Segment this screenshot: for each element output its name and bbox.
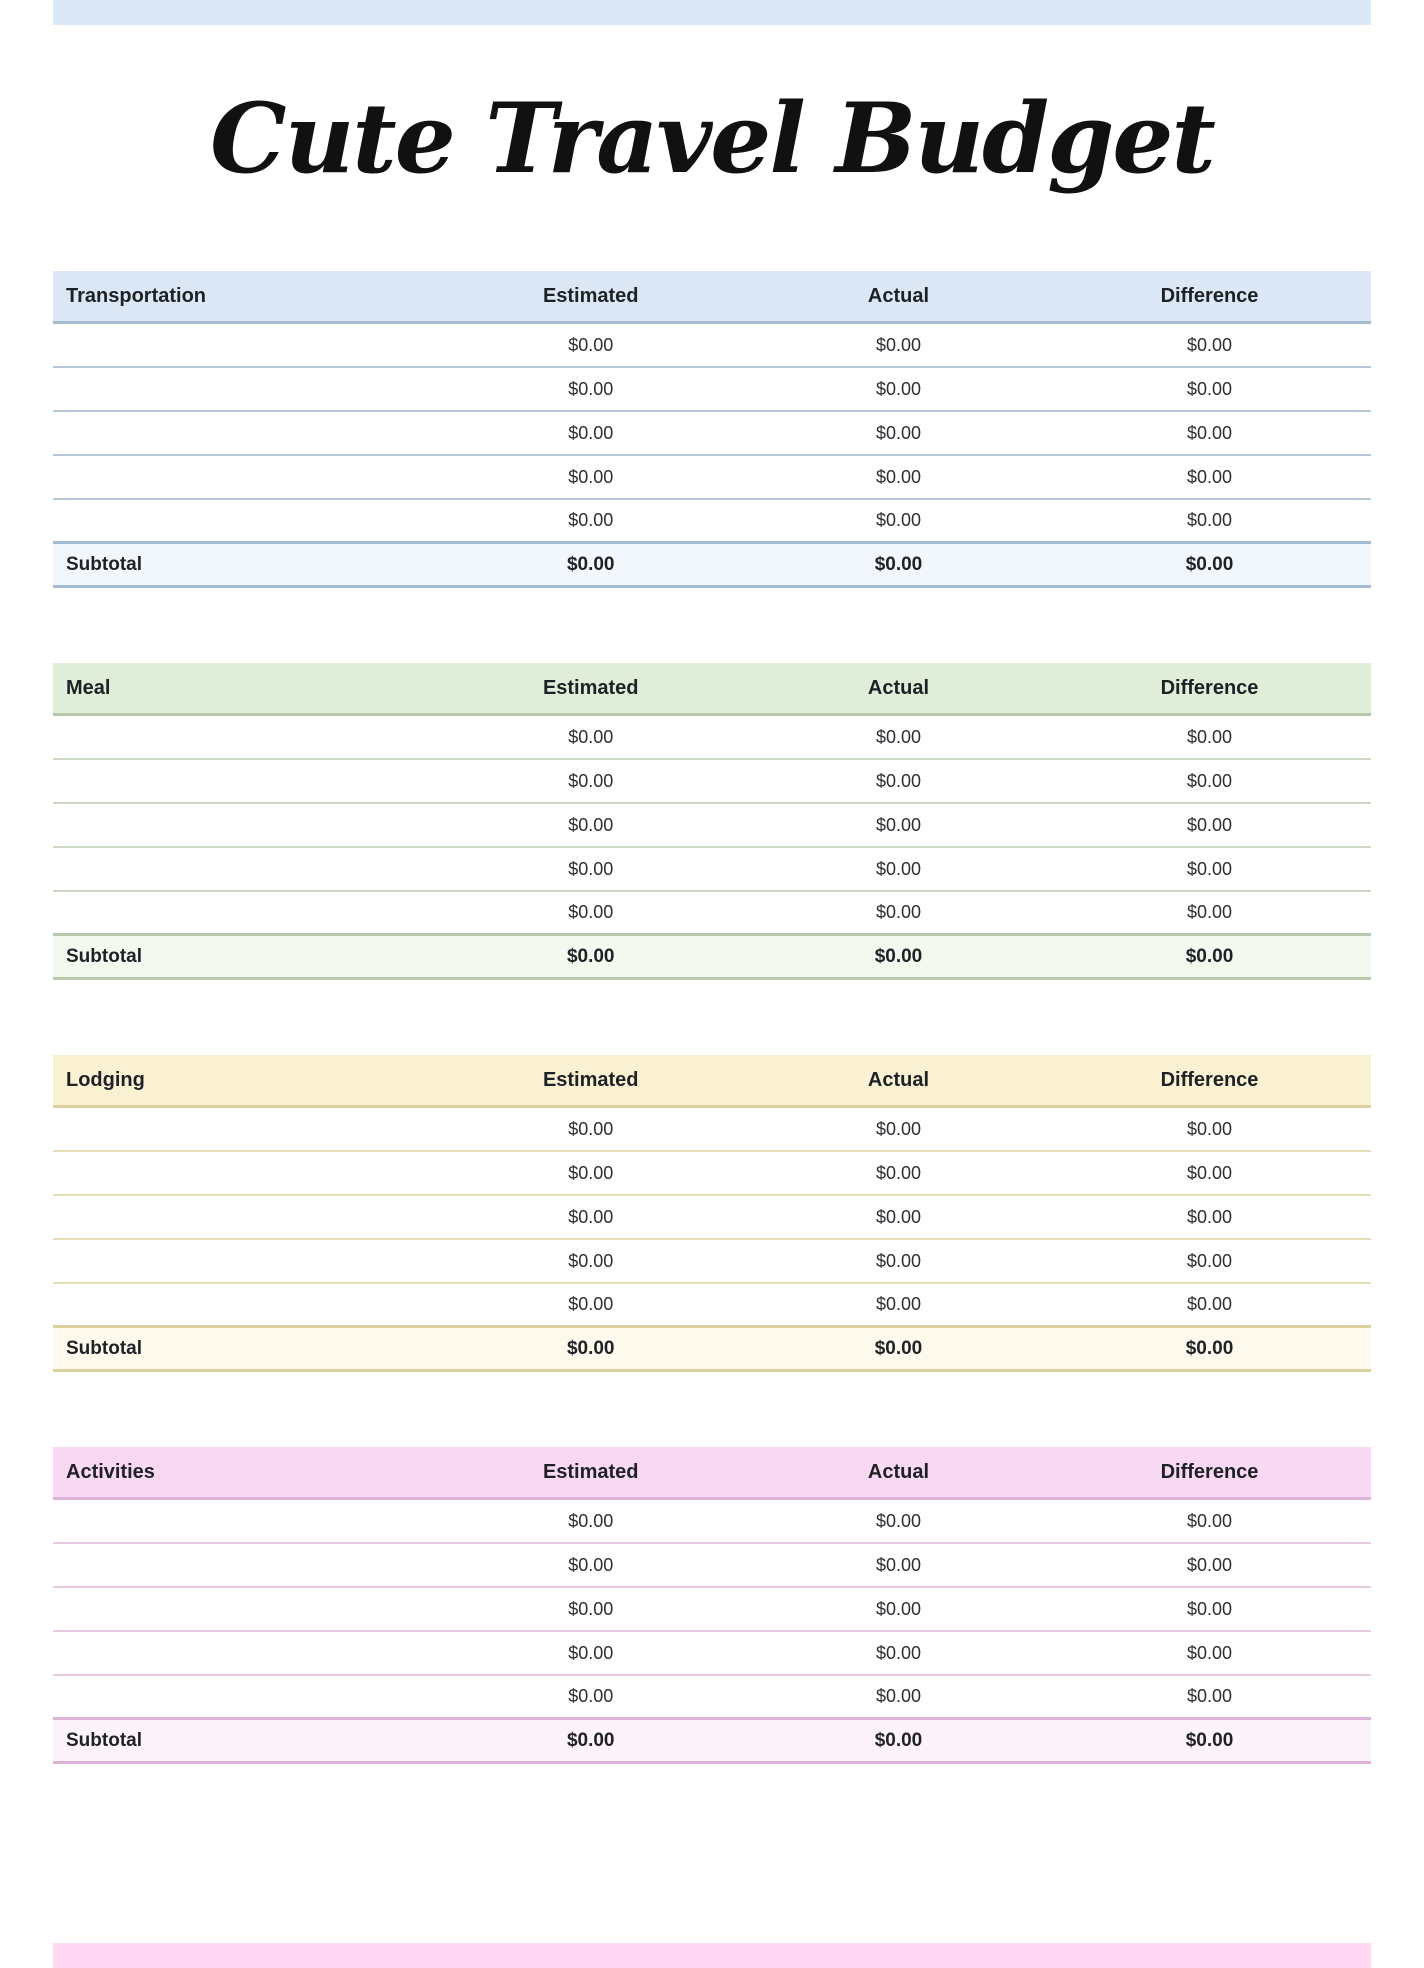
top-accent-strip: [53, 0, 1371, 25]
difference-value-cell[interactable]: $0.00: [1186, 1118, 1233, 1139]
actual-value-cell[interactable]: $0.00: [875, 334, 921, 355]
section-title-meal: Meal: [66, 676, 111, 699]
budget-section-transportation: [53, 271, 1371, 588]
actual-value-cell[interactable]: $0.00: [875, 1598, 921, 1619]
estimated-value-cell[interactable]: $0.00: [568, 858, 614, 879]
actual-value-cell[interactable]: $0.00: [875, 422, 921, 443]
estimated-value-cell[interactable]: $0.00: [568, 466, 614, 487]
estimated-value-cell[interactable]: $0.00: [568, 814, 614, 835]
estimated-value-cell[interactable]: $0.00: [568, 334, 614, 355]
difference-value-cell[interactable]: $0.00: [1186, 1642, 1233, 1663]
difference-value-cell[interactable]: $0.00: [1186, 726, 1233, 747]
table-row: [53, 848, 1371, 892]
subtotal-estimated-cell[interactable]: $0.00: [566, 1337, 615, 1359]
subtotal-label: Subtotal: [66, 945, 142, 967]
table-row: [53, 500, 1371, 544]
estimated-value-cell[interactable]: $0.00: [568, 1294, 614, 1314]
subtotal-actual-cell[interactable]: $0.00: [874, 553, 923, 575]
subtotal-difference-cell[interactable]: $0.00: [1185, 945, 1234, 967]
subtotal-difference-cell[interactable]: $0.00: [1185, 553, 1234, 575]
table-row: [53, 1196, 1371, 1240]
estimated-value-cell[interactable]: $0.00: [568, 1642, 614, 1663]
subtotal-actual-cell[interactable]: $0.00: [874, 945, 923, 967]
subtotal-actual-cell[interactable]: $0.00: [874, 1337, 923, 1359]
subtotal-row-activities: [53, 1720, 1371, 1764]
column-header-difference: Difference: [1160, 676, 1259, 699]
actual-value-cell[interactable]: $0.00: [875, 378, 921, 399]
estimated-value-cell[interactable]: $0.00: [568, 1554, 614, 1575]
section-header-row-lodging: [53, 1055, 1371, 1108]
estimated-value-cell[interactable]: $0.00: [568, 1118, 614, 1139]
difference-value-cell[interactable]: $0.00: [1186, 858, 1233, 879]
table-row: [53, 716, 1371, 760]
table-row: [53, 1632, 1371, 1676]
actual-value-cell[interactable]: $0.00: [875, 1294, 921, 1314]
estimated-value-cell[interactable]: $0.00: [568, 510, 614, 530]
estimated-value-cell[interactable]: $0.00: [568, 1162, 614, 1183]
actual-value-cell[interactable]: $0.00: [875, 1642, 921, 1663]
actual-value-cell[interactable]: $0.00: [875, 1206, 921, 1227]
actual-value-cell[interactable]: $0.00: [875, 858, 921, 879]
column-header-estimated: Estimated: [542, 1460, 639, 1483]
table-row: [53, 368, 1371, 412]
section-title-activities: Activities: [66, 1460, 155, 1483]
difference-value-cell[interactable]: $0.00: [1186, 334, 1233, 355]
column-header-difference: Difference: [1160, 284, 1259, 307]
difference-value-cell[interactable]: $0.00: [1186, 510, 1233, 530]
table-row: [53, 1240, 1371, 1284]
budget-sections: [53, 271, 1371, 1839]
table-row: [53, 760, 1371, 804]
estimated-value-cell[interactable]: $0.00: [568, 1510, 614, 1531]
difference-value-cell[interactable]: $0.00: [1186, 1686, 1233, 1706]
estimated-value-cell[interactable]: $0.00: [568, 1250, 614, 1271]
estimated-value-cell[interactable]: $0.00: [568, 902, 614, 922]
actual-value-cell[interactable]: $0.00: [875, 1686, 921, 1706]
subtotal-row-lodging: [53, 1328, 1371, 1372]
difference-value-cell[interactable]: $0.00: [1186, 1554, 1233, 1575]
subtotal-label: Subtotal: [66, 1337, 142, 1359]
column-header-estimated: Estimated: [542, 284, 639, 307]
column-header-difference: Difference: [1160, 1460, 1259, 1483]
subtotal-actual-cell[interactable]: $0.00: [874, 1729, 923, 1751]
column-header-estimated: Estimated: [542, 676, 639, 699]
budget-section-meal: [53, 663, 1371, 980]
difference-value-cell[interactable]: $0.00: [1186, 378, 1233, 399]
estimated-value-cell[interactable]: $0.00: [568, 726, 614, 747]
estimated-value-cell[interactable]: $0.00: [568, 378, 614, 399]
section-header-row-transportation: [53, 271, 1371, 324]
difference-value-cell[interactable]: $0.00: [1186, 1250, 1233, 1271]
subtotal-difference-cell[interactable]: $0.00: [1185, 1337, 1234, 1359]
estimated-value-cell[interactable]: $0.00: [568, 770, 614, 791]
actual-value-cell[interactable]: $0.00: [875, 1554, 921, 1575]
subtotal-estimated-cell[interactable]: $0.00: [566, 553, 615, 575]
table-row: [53, 1284, 1371, 1328]
actual-value-cell[interactable]: $0.00: [875, 1510, 921, 1531]
subtotal-label: Subtotal: [66, 553, 142, 575]
actual-value-cell[interactable]: $0.00: [875, 1162, 921, 1183]
table-row: [53, 1544, 1371, 1588]
column-header-estimated: Estimated: [542, 1068, 639, 1091]
subtotal-difference-cell[interactable]: $0.00: [1185, 1729, 1234, 1751]
section-header-row-activities: [53, 1447, 1371, 1500]
actual-value-cell[interactable]: $0.00: [875, 1118, 921, 1139]
budget-section-lodging: [53, 1055, 1371, 1372]
difference-value-cell[interactable]: $0.00: [1186, 1294, 1233, 1314]
actual-value-cell[interactable]: $0.00: [875, 510, 921, 530]
difference-value-cell[interactable]: $0.00: [1186, 814, 1233, 835]
table-row: [53, 412, 1371, 456]
actual-value-cell[interactable]: $0.00: [875, 902, 921, 922]
table-row: [53, 1588, 1371, 1632]
table-row: [53, 892, 1371, 936]
section-title-lodging: Lodging: [66, 1068, 145, 1091]
difference-value-cell[interactable]: $0.00: [1186, 770, 1233, 791]
table-row: [53, 1108, 1371, 1152]
difference-value-cell[interactable]: $0.00: [1186, 902, 1233, 922]
section-title-transportation: Transportation: [66, 284, 207, 307]
difference-value-cell[interactable]: $0.00: [1186, 422, 1233, 443]
subtotal-label: Subtotal: [66, 1729, 142, 1751]
estimated-value-cell[interactable]: $0.00: [568, 1598, 614, 1619]
estimated-value-cell[interactable]: $0.00: [568, 422, 614, 443]
estimated-value-cell[interactable]: $0.00: [568, 1206, 614, 1227]
column-header-actual: Actual: [867, 1068, 930, 1091]
bottom-accent-strip: [53, 1943, 1371, 1968]
subtotal-row-meal: [53, 936, 1371, 980]
budget-section-activities: [53, 1447, 1371, 1764]
column-header-actual: Actual: [867, 1460, 930, 1483]
subtotal-estimated-cell[interactable]: $0.00: [566, 945, 615, 967]
page-title: Cute Travel Budget: [210, 81, 1214, 195]
column-header-actual: Actual: [867, 284, 930, 307]
table-row: [53, 456, 1371, 500]
subtotal-estimated-cell[interactable]: $0.00: [566, 1729, 615, 1751]
column-header-difference: Difference: [1160, 1068, 1259, 1091]
actual-value-cell[interactable]: $0.00: [875, 770, 921, 791]
difference-value-cell[interactable]: $0.00: [1186, 466, 1233, 487]
table-row: [53, 1152, 1371, 1196]
actual-value-cell[interactable]: $0.00: [875, 726, 921, 747]
table-row: [53, 1500, 1371, 1544]
actual-value-cell[interactable]: $0.00: [875, 1250, 921, 1271]
difference-value-cell[interactable]: $0.00: [1186, 1162, 1233, 1183]
table-row: [53, 324, 1371, 368]
table-row: [53, 1676, 1371, 1720]
difference-value-cell[interactable]: $0.00: [1186, 1206, 1233, 1227]
section-header-row-meal: [53, 663, 1371, 716]
table-row: [53, 804, 1371, 848]
column-header-actual: Actual: [867, 676, 930, 699]
difference-value-cell[interactable]: $0.00: [1186, 1598, 1233, 1619]
actual-value-cell[interactable]: $0.00: [875, 466, 921, 487]
difference-value-cell[interactable]: $0.00: [1186, 1510, 1233, 1531]
actual-value-cell[interactable]: $0.00: [875, 814, 921, 835]
estimated-value-cell[interactable]: $0.00: [568, 1686, 614, 1706]
subtotal-row-transportation: [53, 544, 1371, 588]
